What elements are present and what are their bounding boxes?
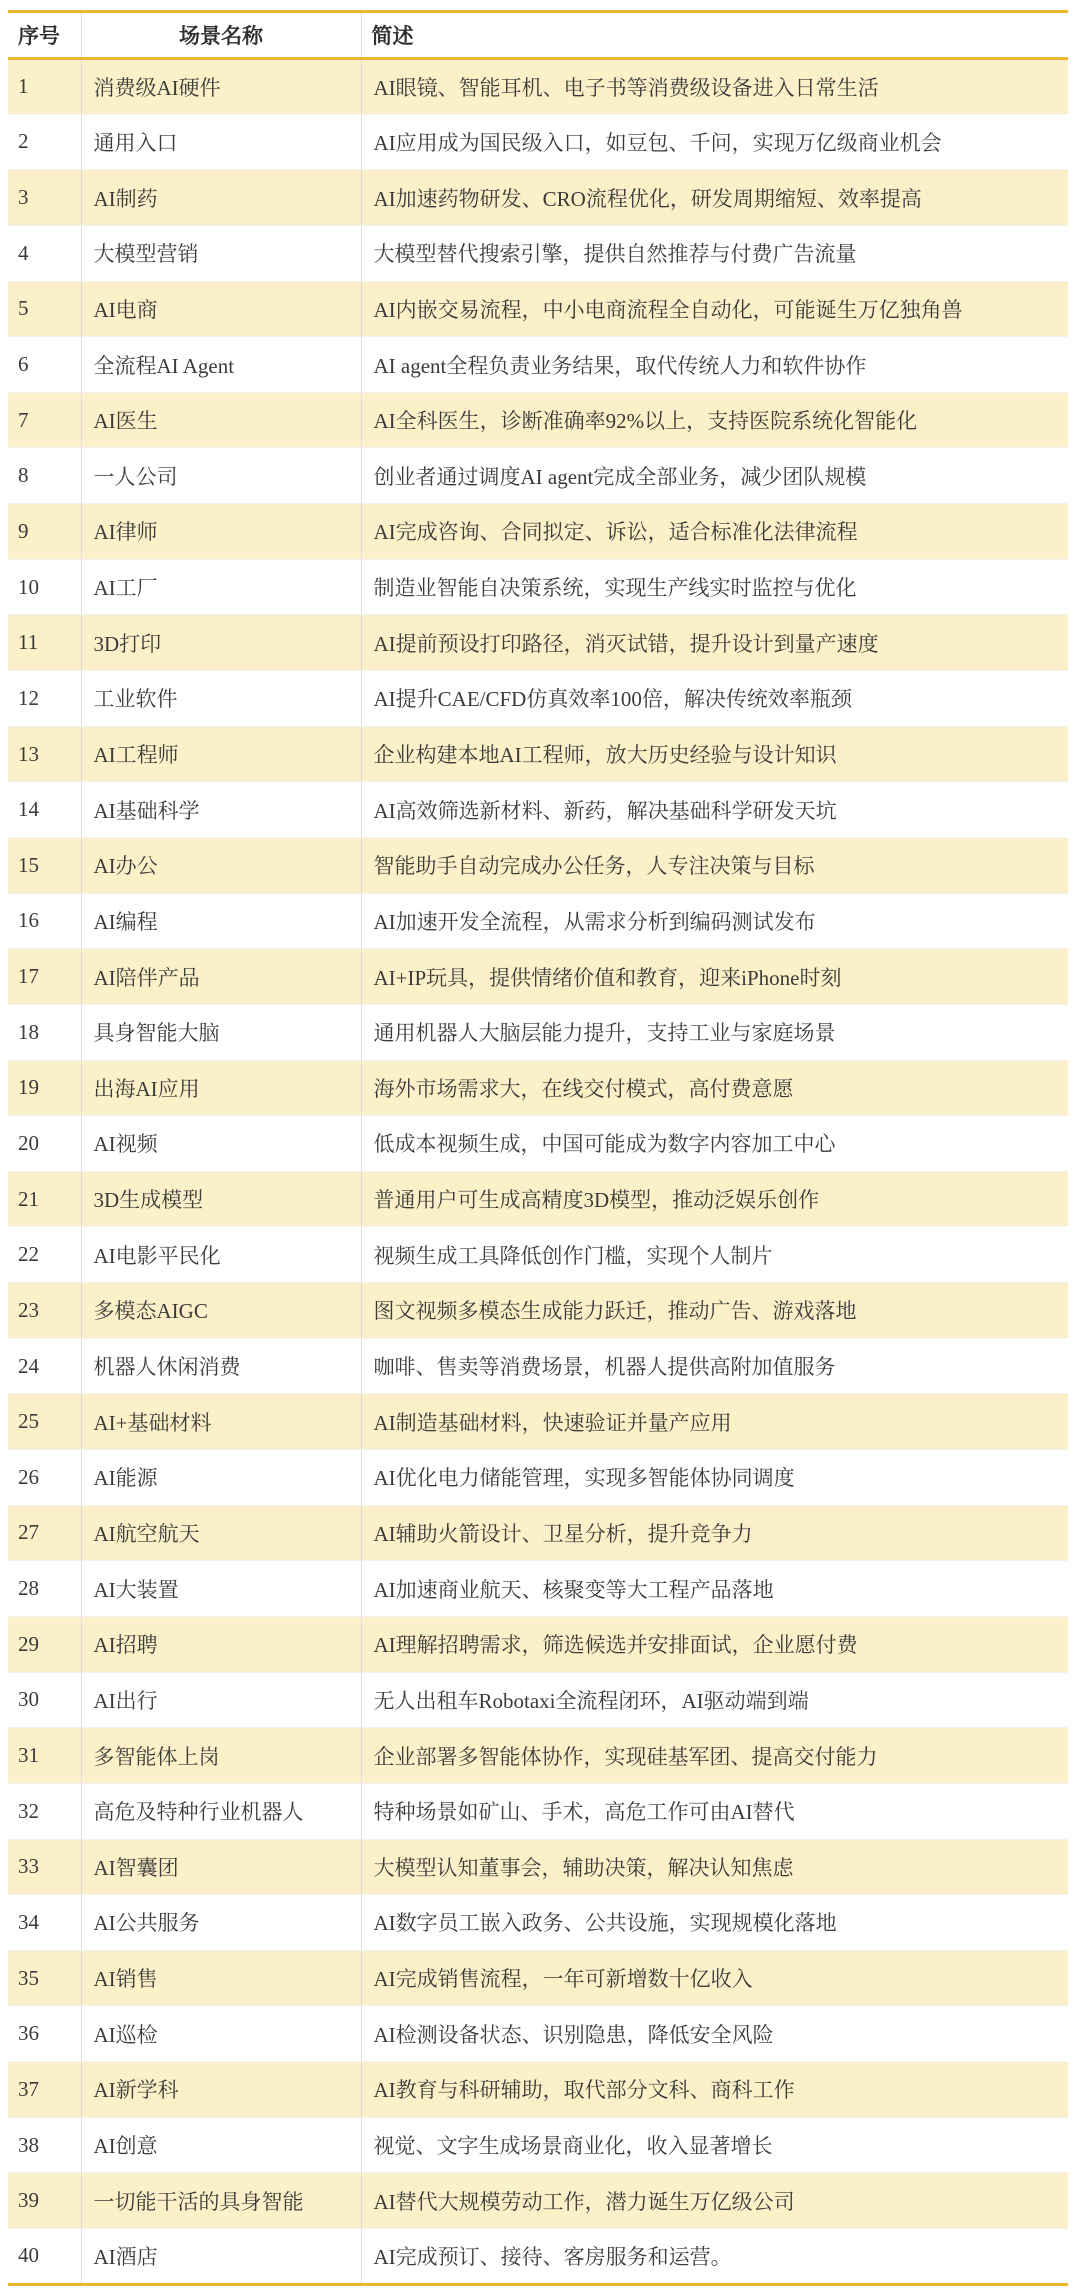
row-number-cell: 5: [8, 281, 81, 337]
table-row: [8, 671, 1068, 727]
row-number-cell: 26: [8, 1450, 81, 1506]
scene-name-cell: AI医生: [81, 392, 361, 448]
description-cell: 普通用户可生成高精度3D模型，推动泛娱乐创作: [361, 1171, 1068, 1227]
table-body: [8, 59, 1068, 2285]
row-number-cell: 17: [8, 949, 81, 1005]
description-cell: AI教育与科研辅助，取代部分文科、商科工作: [361, 2062, 1068, 2118]
row-number-cell: 36: [8, 2006, 81, 2062]
description-cell: AI完成预订、接待、客房服务和运营。: [361, 2228, 1068, 2284]
description-cell: 通用机器人大脑层能力提升，支持工业与家庭场景: [361, 1004, 1068, 1060]
row-number-cell: 31: [8, 1728, 81, 1784]
description-cell: AI完成咨询、合同拟定、诉讼，适合标准化法律流程: [361, 504, 1068, 560]
scene-name-cell: AI新学科: [81, 2062, 361, 2118]
table-row: [8, 2117, 1068, 2173]
description-cell: 大模型认知董事会，辅助决策，解决认知焦虑: [361, 1839, 1068, 1895]
scene-name-cell: AI出行: [81, 1672, 361, 1728]
description-cell: 无人出租车Robotaxi全流程闭环，AI驱动端到端: [361, 1672, 1068, 1728]
row-number-cell: 14: [8, 782, 81, 838]
scene-name-cell: AI酒店: [81, 2228, 361, 2284]
scene-name-cell: AI编程: [81, 893, 361, 949]
scene-name-cell: AI陪伴产品: [81, 949, 361, 1005]
scene-name-cell: AI能源: [81, 1450, 361, 1506]
description-cell: AI制造基础材料，快速验证并量产应用: [361, 1394, 1068, 1450]
table-row: [8, 1950, 1068, 2006]
table-row: [8, 559, 1068, 615]
row-number-cell: 1: [8, 59, 81, 115]
description-cell: AI高效筛选新材料、新药，解决基础科学研发天坑: [361, 782, 1068, 838]
table-row: [8, 1895, 1068, 1951]
table-row: [8, 1728, 1068, 1784]
scene-name-cell: 3D打印: [81, 615, 361, 671]
table-row: [8, 893, 1068, 949]
scene-name-cell: 工业软件: [81, 671, 361, 727]
description-cell: 制造业智能自决策系统，实现生产线实时监控与优化: [361, 559, 1068, 615]
scene-name-cell: AI视频: [81, 1116, 361, 1172]
scene-name-cell: 多模态AIGC: [81, 1283, 361, 1339]
row-number-cell: 35: [8, 1950, 81, 2006]
row-number-cell: 11: [8, 615, 81, 671]
row-number-cell: 32: [8, 1783, 81, 1839]
scene-name-cell: AI电商: [81, 281, 361, 337]
scene-name-cell: 消费级AI硬件: [81, 59, 361, 115]
row-number-cell: 33: [8, 1839, 81, 1895]
description-cell: 企业部署多智能体协作，实现硅基军团、提高交付能力: [361, 1728, 1068, 1784]
scene-name-cell: 通用入口: [81, 114, 361, 170]
table-row: [8, 837, 1068, 893]
description-cell: 图文视频多模态生成能力跃迁，推动广告、游戏落地: [361, 1283, 1068, 1339]
scene-name-cell: 一人公司: [81, 448, 361, 504]
table-row: [8, 448, 1068, 504]
row-number-cell: 25: [8, 1394, 81, 1450]
table-row: [8, 1227, 1068, 1283]
scene-name-cell: AI招聘: [81, 1616, 361, 1672]
row-number-cell: 8: [8, 448, 81, 504]
scene-name-cell: AI制药: [81, 170, 361, 226]
row-number-cell: 40: [8, 2228, 81, 2284]
table-row: [8, 1672, 1068, 1728]
column-header-description: 简述: [361, 12, 1068, 59]
table-row: [8, 1616, 1068, 1672]
row-number-cell: 15: [8, 837, 81, 893]
table-row: [8, 392, 1068, 448]
description-cell: AI提升CAE/CFD仿真效率100倍，解决传统效率瓶颈: [361, 671, 1068, 727]
description-cell: AI+IP玩具，提供情绪价值和教育，迎来iPhone时刻: [361, 949, 1068, 1005]
description-cell: 特种场景如矿山、手术，高危工作可由AI替代: [361, 1783, 1068, 1839]
table-row: [8, 949, 1068, 1005]
scene-name-cell: 全流程AI Agent: [81, 337, 361, 393]
scene-name-cell: 多智能体上岗: [81, 1728, 361, 1784]
row-number-cell: 18: [8, 1004, 81, 1060]
table-row: [8, 1171, 1068, 1227]
row-number-cell: 3: [8, 170, 81, 226]
row-number-cell: 23: [8, 1283, 81, 1339]
table-row: [8, 1338, 1068, 1394]
scene-name-cell: 出海AI应用: [81, 1060, 361, 1116]
table-row: [8, 1839, 1068, 1895]
table-row: [8, 170, 1068, 226]
description-cell: AI提前预设打印路径，消灭试错，提升设计到量产速度: [361, 615, 1068, 671]
row-number-cell: 12: [8, 671, 81, 727]
row-number-cell: 6: [8, 337, 81, 393]
table-row: [8, 615, 1068, 671]
scene-name-cell: AI销售: [81, 1950, 361, 2006]
scene-name-cell: AI律师: [81, 504, 361, 560]
row-number-cell: 29: [8, 1616, 81, 1672]
table-row: [8, 2062, 1068, 2118]
row-number-cell: 20: [8, 1116, 81, 1172]
scene-name-cell: AI+基础材料: [81, 1394, 361, 1450]
scene-name-cell: AI工厂: [81, 559, 361, 615]
table-row: [8, 782, 1068, 838]
row-number-cell: 16: [8, 893, 81, 949]
scene-name-cell: AI基础科学: [81, 782, 361, 838]
row-number-cell: 7: [8, 392, 81, 448]
description-cell: AI眼镜、智能耳机、电子书等消费级设备进入日常生活: [361, 59, 1068, 115]
table-row: [8, 114, 1068, 170]
row-number-cell: 27: [8, 1505, 81, 1561]
table-row: [8, 1060, 1068, 1116]
description-cell: AI数字员工嵌入政务、公共设施，实现规模化落地: [361, 1895, 1068, 1951]
row-number-cell: 24: [8, 1338, 81, 1394]
description-cell: AI优化电力储能管理，实现多智能体协同调度: [361, 1450, 1068, 1506]
table-header: [8, 12, 1068, 59]
description-cell: AI应用成为国民级入口，如豆包、千问，实现万亿级商业机会: [361, 114, 1068, 170]
row-number-cell: 13: [8, 726, 81, 782]
description-cell: 创业者通过调度AI agent完成全部业务，减少团队规模: [361, 448, 1068, 504]
description-cell: AI全科医生，诊断准确率92%以上，支持医院系统化智能化: [361, 392, 1068, 448]
description-cell: AI完成销售流程，一年可新增数十亿收入: [361, 1950, 1068, 2006]
ai-scenes-table: [8, 10, 1068, 2286]
scene-name-cell: AI电影平民化: [81, 1227, 361, 1283]
description-cell: AI内嵌交易流程，中小电商流程全自动化，可能诞生万亿独角兽: [361, 281, 1068, 337]
table-row: [8, 1561, 1068, 1617]
scene-name-cell: AI智囊团: [81, 1839, 361, 1895]
row-number-cell: 19: [8, 1060, 81, 1116]
description-cell: 低成本视频生成，中国可能成为数字内容加工中心: [361, 1116, 1068, 1172]
row-number-cell: 4: [8, 225, 81, 281]
row-number-cell: 38: [8, 2117, 81, 2173]
table-row: [8, 59, 1068, 115]
description-cell: AI加速开发全流程，从需求分析到编码测试发布: [361, 893, 1068, 949]
description-cell: AI理解招聘需求，筛选候选并安排面试，企业愿付费: [361, 1616, 1068, 1672]
row-number-cell: 22: [8, 1227, 81, 1283]
row-number-cell: 39: [8, 2173, 81, 2229]
table-row: [8, 1505, 1068, 1561]
row-number-cell: 30: [8, 1672, 81, 1728]
scene-name-cell: 高危及特种行业机器人: [81, 1783, 361, 1839]
row-number-cell: 9: [8, 504, 81, 560]
description-cell: 视觉、文字生成场景商业化，收入显著增长: [361, 2117, 1068, 2173]
description-cell: 咖啡、售卖等消费场景，机器人提供高附加值服务: [361, 1338, 1068, 1394]
table-row: [8, 1783, 1068, 1839]
scene-name-cell: AI公共服务: [81, 1895, 361, 1951]
row-number-cell: 2: [8, 114, 81, 170]
scene-name-cell: 机器人休闲消费: [81, 1338, 361, 1394]
description-cell: 智能助手自动完成办公任务，人专注决策与目标: [361, 837, 1068, 893]
table-row: [8, 1450, 1068, 1506]
scene-name-cell: AI工程师: [81, 726, 361, 782]
table-row: [8, 225, 1068, 281]
scene-name-cell: 一切能干活的具身智能: [81, 2173, 361, 2229]
column-header-number: 序号: [8, 12, 81, 59]
description-cell: AI加速商业航天、核聚变等大工程产品落地: [361, 1561, 1068, 1617]
description-cell: 视频生成工具降低创作门槛，实现个人制片: [361, 1227, 1068, 1283]
description-cell: AI检测设备状态、识别隐患，降低安全风险: [361, 2006, 1068, 2062]
row-number-cell: 37: [8, 2062, 81, 2118]
description-cell: AI替代大规模劳动工作，潜力诞生万亿级公司: [361, 2173, 1068, 2229]
description-cell: AI agent全程负责业务结果，取代传统人力和软件协作: [361, 337, 1068, 393]
scene-name-cell: 大模型营销: [81, 225, 361, 281]
column-header-scene-name: 场景名称: [81, 12, 361, 59]
scene-name-cell: AI办公: [81, 837, 361, 893]
header-row: [8, 12, 1068, 59]
table-row: [8, 1116, 1068, 1172]
table-row: [8, 1004, 1068, 1060]
table-row: [8, 726, 1068, 782]
description-cell: 大模型替代搜索引擎，提供自然推荐与付费广告流量: [361, 225, 1068, 281]
row-number-cell: 28: [8, 1561, 81, 1617]
table-row: [8, 2006, 1068, 2062]
table-row: [8, 1394, 1068, 1450]
row-number-cell: 21: [8, 1171, 81, 1227]
table-row: [8, 504, 1068, 560]
description-cell: 企业构建本地AI工程师，放大历史经验与设计知识: [361, 726, 1068, 782]
row-number-cell: 34: [8, 1895, 81, 1951]
row-number-cell: 10: [8, 559, 81, 615]
scene-name-cell: 具身智能大脑: [81, 1004, 361, 1060]
table-row: [8, 337, 1068, 393]
table-row: [8, 281, 1068, 337]
description-cell: AI加速药物研发、CRO流程优化，研发周期缩短、效率提高: [361, 170, 1068, 226]
description-cell: AI辅助火箭设计、卫星分析，提升竞争力: [361, 1505, 1068, 1561]
scene-name-cell: AI巡检: [81, 2006, 361, 2062]
table-row: [8, 2173, 1068, 2229]
table-row: [8, 2228, 1068, 2284]
scene-name-cell: AI大装置: [81, 1561, 361, 1617]
scene-name-cell: AI创意: [81, 2117, 361, 2173]
scene-name-cell: AI航空航天: [81, 1505, 361, 1561]
table-row: [8, 1283, 1068, 1339]
description-cell: 海外市场需求大，在线交付模式，高付费意愿: [361, 1060, 1068, 1116]
scene-name-cell: 3D生成模型: [81, 1171, 361, 1227]
